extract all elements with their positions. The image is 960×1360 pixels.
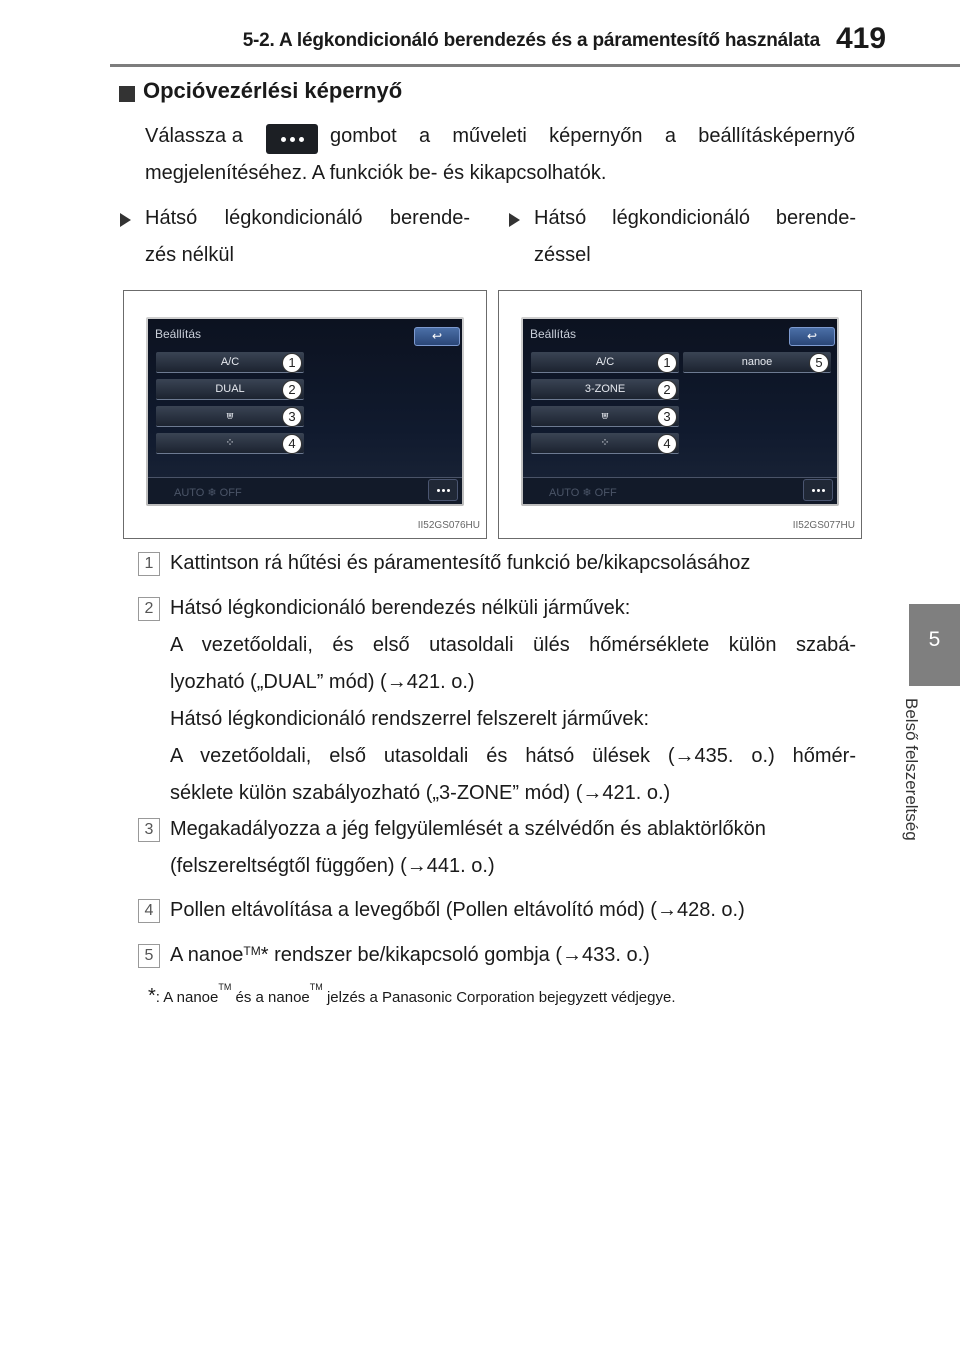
callout-badge: 4 bbox=[282, 434, 302, 454]
variant-left-line1: Hátsó légkondicionáló berende- bbox=[145, 207, 470, 229]
item-2-line-3: lyozható („DUAL” mód) (→421. o.) bbox=[170, 671, 475, 693]
item-number: 2 bbox=[138, 597, 160, 621]
item-number: 5 bbox=[138, 944, 160, 968]
item-2-line-6: séklete külön szabályozható („3-ZONE” mód) (→421. o.) bbox=[170, 782, 671, 804]
page-number: 419 bbox=[836, 22, 887, 55]
item-number: 3 bbox=[138, 818, 160, 842]
intro-text-b: gombot a műveleti képernyőn a beállításképernyő bbox=[330, 125, 855, 147]
figure-code: II52GS077HU bbox=[792, 520, 855, 531]
section-title: Opcióvezérlési képernyő bbox=[143, 78, 403, 103]
screen-figure-right bbox=[498, 290, 862, 539]
header-divider bbox=[110, 64, 960, 67]
screen-figure-left bbox=[123, 290, 487, 539]
more-options-button[interactable] bbox=[803, 479, 833, 501]
variant-right-line1: Hátsó légkondicionáló berende- bbox=[534, 207, 856, 229]
callout-badge: 3 bbox=[657, 407, 677, 427]
figure-code: II52GS076HU bbox=[417, 520, 480, 531]
item-3-line-2: (felszereltségtől függően) (→441. o.) bbox=[170, 855, 495, 877]
nanoe-option-button[interactable]: nanoe bbox=[683, 352, 831, 373]
square-bullet-icon bbox=[119, 86, 135, 102]
pollen-icon: ⁘ bbox=[600, 437, 610, 449]
item-number: 4 bbox=[138, 899, 160, 923]
item-5-text: A nanoe™* rendszer be/kikapcsoló gombja (→433. o.) bbox=[170, 944, 650, 966]
running-header: 5-2. A légkondicionáló berendezés és a páramentesítő használata bbox=[242, 30, 820, 51]
callout-badge: 5 bbox=[809, 353, 829, 373]
more-options-button[interactable] bbox=[428, 479, 458, 501]
settings-screen bbox=[523, 319, 837, 504]
screen-bottom-bar bbox=[148, 477, 462, 504]
bottom-status-text: AUTO ❄ OFF bbox=[174, 487, 242, 499]
settings-screen bbox=[148, 319, 462, 504]
more-options-icon bbox=[266, 124, 318, 154]
item-2-line-5: A vezetőoldali, első utasoldali és hátsó ülések (→435. o.) hőmér- bbox=[170, 745, 856, 767]
variant-right-line2: zéssel bbox=[534, 244, 591, 266]
item-2-line-1: Hátsó légkondicionáló berendezés nélküli járművek: bbox=[170, 597, 631, 619]
callout-badge: 2 bbox=[282, 380, 302, 400]
chapter-number: 5 bbox=[928, 628, 941, 651]
screen-title: Beállítás bbox=[530, 327, 577, 341]
intro-text-a: Válassza a bbox=[145, 125, 243, 147]
item-2-line-4: Hátsó légkondicionáló rendszerrel felszerelt járművek: bbox=[170, 708, 650, 730]
bottom-status-text: AUTO ❄ OFF bbox=[549, 487, 617, 499]
screen-bottom-bar bbox=[523, 477, 837, 504]
defroster-icon: ⩐ bbox=[226, 410, 234, 422]
variant-left-line2: zés nélkül bbox=[145, 244, 234, 266]
back-button[interactable]: ↩ bbox=[414, 327, 460, 346]
callout-badge: 1 bbox=[657, 353, 677, 373]
back-button[interactable]: ↩ bbox=[789, 327, 835, 346]
triangle-bullet-icon bbox=[120, 213, 131, 227]
dual-option-button[interactable]: DUAL bbox=[156, 379, 304, 400]
screen-title: Beállítás bbox=[155, 327, 202, 341]
item-1-text: Kattintson rá hűtési és páramentesítő funkció be/kikapcsolásához bbox=[170, 552, 751, 574]
chapter-label: Belső felszereltség bbox=[902, 698, 921, 841]
ac-option-button[interactable]: A/C bbox=[531, 352, 679, 373]
item-4-text: Pollen eltávolítása a levegőből (Pollen eltávolító mód) (→428. o.) bbox=[170, 899, 745, 921]
three-zone-option-button[interactable]: 3-ZONE bbox=[531, 379, 679, 400]
pollen-icon: ⁘ bbox=[225, 437, 235, 449]
callout-badge: 1 bbox=[282, 353, 302, 373]
item-number: 1 bbox=[138, 552, 160, 576]
ac-option-button[interactable]: A/C bbox=[156, 352, 304, 373]
intro-text-c: megjelenítéséhez. A funkciók be- és kikapcsolhatók. bbox=[145, 162, 607, 184]
item-3-line-1: Megakadályozza a jég felgyülemlését a szélvédőn és ablaktörlőkön bbox=[170, 818, 766, 840]
item-2-line-2: A vezetőoldali, és első utasoldali ülés hőmérséklete külön szabá- bbox=[170, 634, 856, 656]
callout-badge: 2 bbox=[657, 380, 677, 400]
defroster-icon: ⩐ bbox=[601, 410, 609, 422]
callout-badge: 4 bbox=[657, 434, 677, 454]
footnote: *: A nanoe™ és a nanoe™ jelzés a Panasonic Corporation bejegyzett védjegye. bbox=[148, 982, 676, 1007]
callout-badge: 3 bbox=[282, 407, 302, 427]
triangle-bullet-icon bbox=[509, 213, 520, 227]
